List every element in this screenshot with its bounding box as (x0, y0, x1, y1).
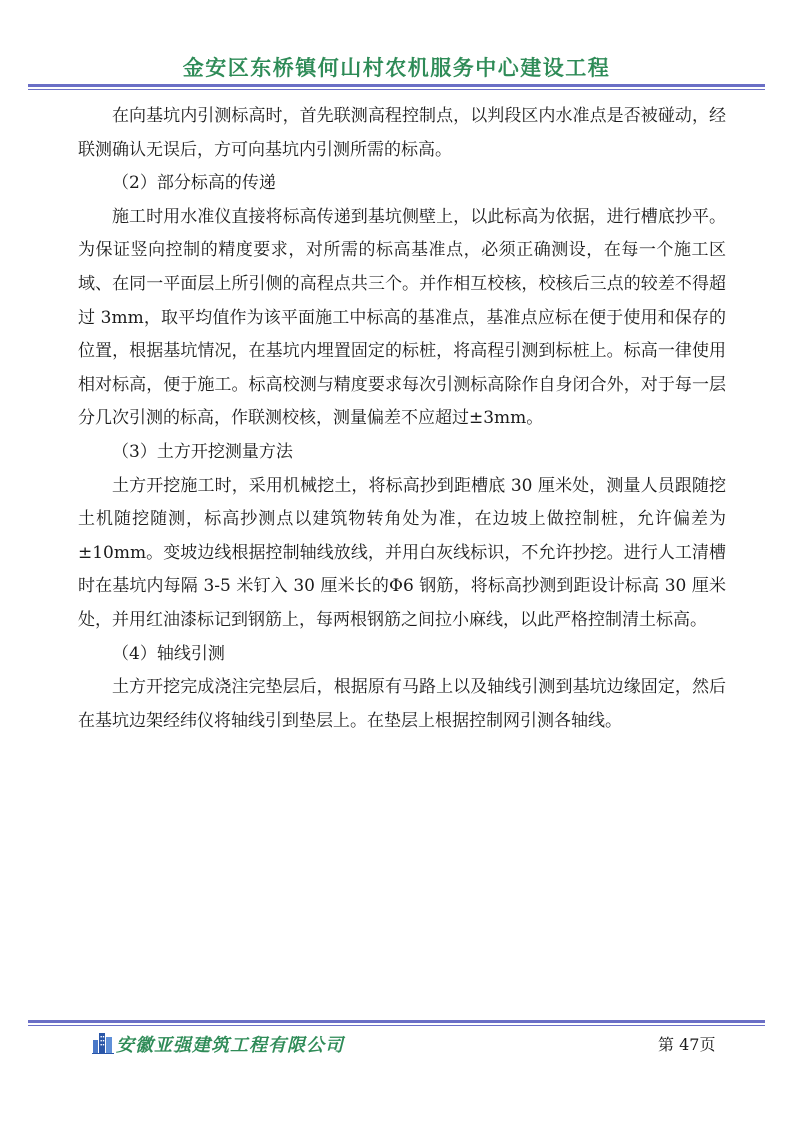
building-logo-icon (92, 1030, 114, 1054)
paragraph: 土方开挖完成浇注完垫层后，根据原有马路上以及轴线引测到基坑边缘固定，然后在基坑边架经纬仪将轴线引到垫层上。在垫层上根据控制网引测各轴线。 (78, 677, 726, 731)
paragraph: 在向基坑内引测标高时，首先联测高程控制点，以判段区内水准点是否被碰动，经联测确认无误后，方可向基坑内引测所需的标高。 (78, 106, 726, 160)
section-heading: （3）土方开挖测量方法 (112, 441, 293, 462)
paragraph: 施工时用水准仪直接将标高传递到基坑侧壁上，以此标高为依据，进行槽底抄平。为保证竖向控制的精度要求，对所需的标高基准点，必须正确测设，在每一个施工区域、在同一平面层上所引侧的高程点共三个。并作相互校核，校核后三点的较差不得超过 3mm，取平均值作为该平面施工中标高的基准点，基准点应标在便于使用和保存的位置，根据基坑情况，在基坑内埋置固定的标桩，将高程引测到标桩上。标高一律使用相对标高，便于施工。标高校测与精度要求每次引测标高除作自身闭合外，对于每一层分几次引测的标高，作联测校核，测量偏差不应超过±3mm。 (78, 206, 726, 429)
footer-company-name: 安徽亚强建筑工程有限公司 (116, 1035, 344, 1056)
page-number: 第 47页 (658, 1035, 716, 1054)
header-rule-thick (28, 84, 765, 87)
paragraph: 土方开挖施工时，采用机械挖土，将标高抄到距槽底 30 厘米处，测量人员跟随挖土机随挖随测，标高抄测点以建筑物转角处为准，在边坡上做控制桩，允许偏差为±10mm。变坡边线根据控制轴线放线，并用白灰线标识，不允许抄挖。进行人工清槽时在基坑内每隔 3-5 米钉入 30 厘米长的Φ6 钢筋，将标高抄测到距设计标高 30 厘米处，并用红油漆标记到钢筋上，每两根钢筋之间拉小麻线，以此严格控制清土标高。 (78, 475, 726, 630)
section-heading: （4）轴线引测 (112, 643, 225, 664)
document-header-title: 金安区东桥镇何山村农机服务中心建设工程 (182, 56, 611, 80)
footer-rule-thick (28, 1020, 765, 1023)
section-heading: （2）部分标高的传递 (112, 173, 276, 194)
footer-rule-thin (28, 1025, 765, 1026)
header-rule-thin (28, 89, 765, 90)
page-body (78, 100, 726, 738)
